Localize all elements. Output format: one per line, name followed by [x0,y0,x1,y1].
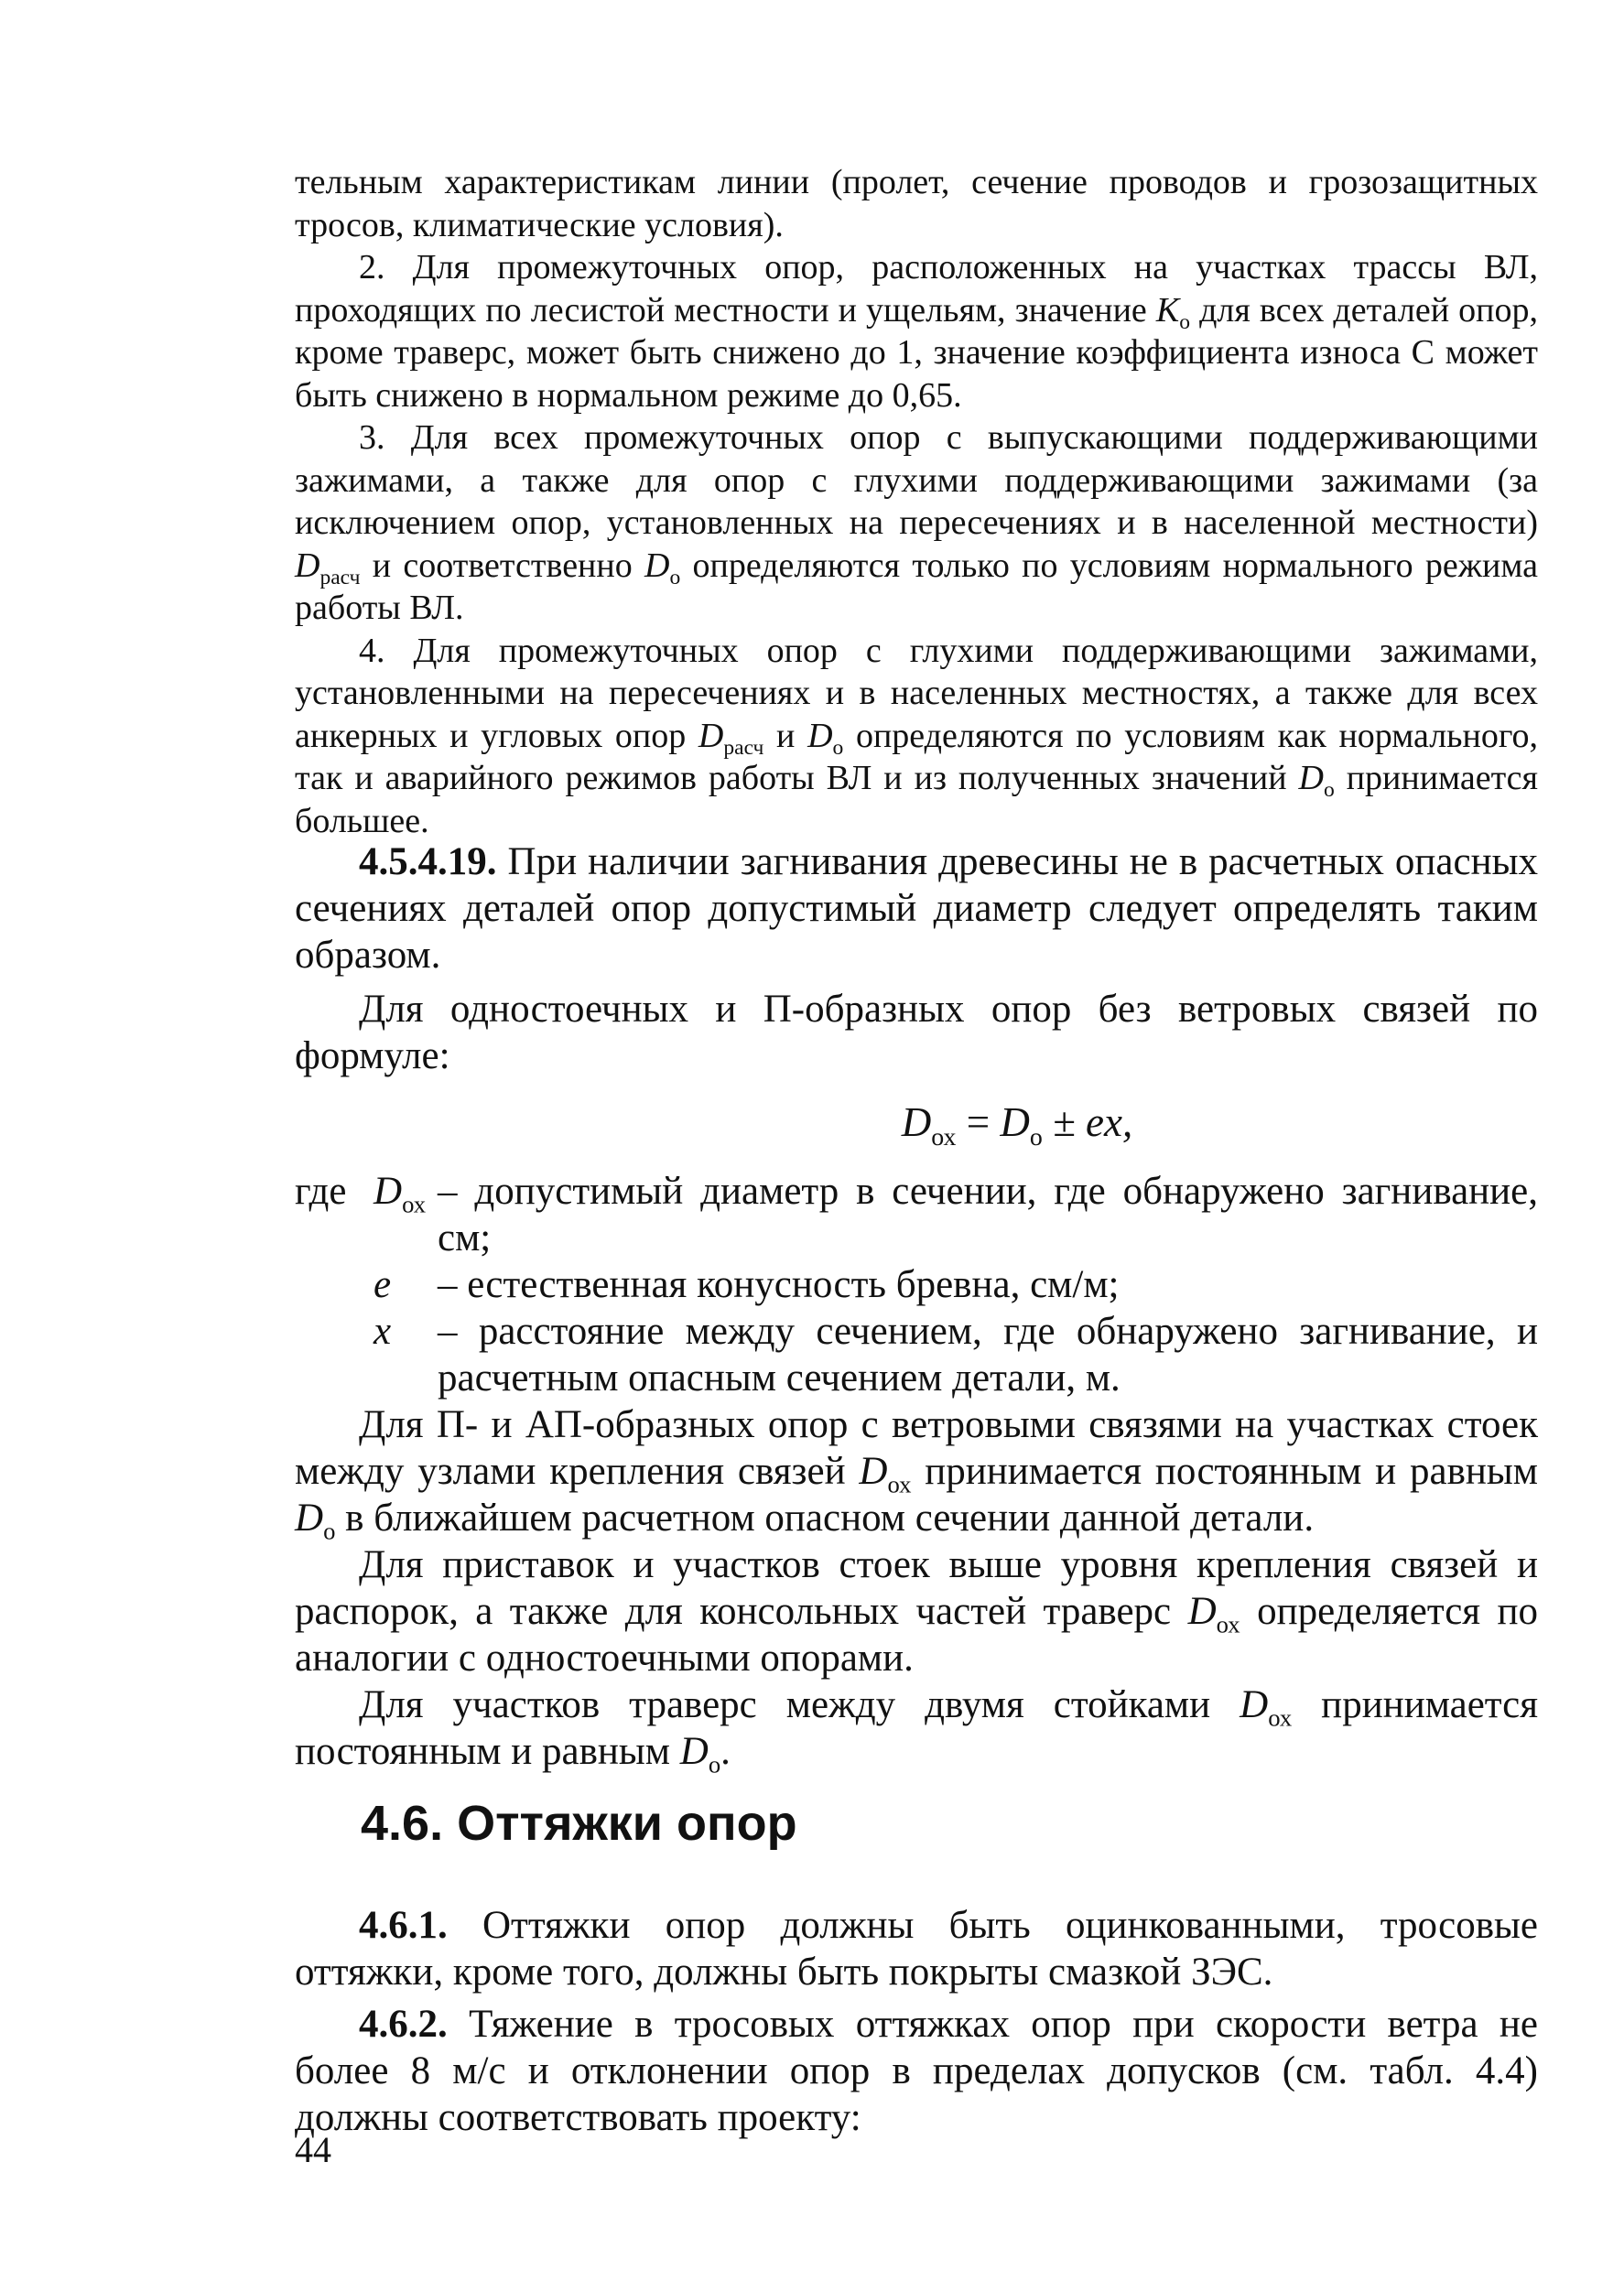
main-text-block [295,838,1539,1778]
clause-4-5-4-19: 4.5.4.19. При наличии загнивания древесины не в расчетных опасных сечениях деталей опор допустимый диаметр следует определять таким образом. [295,840,1538,977]
page-number: 44 [295,2129,331,2170]
section-4-6-block [295,1902,1538,2141]
item-4-paragraph: 4. Для промежуточных опор с глухими поддерживающими зажимами, установленными на пересечениях и в населенных местностях, а также для всех анкерных и угловых опор $D_{расч}$ и $D_о$ определяются по условиям как нормального, так и аварийного режимов работы ВЛ и из полученных значений $D_о$ принимается большее. [295,631,1538,840]
single-post-paragraph: Для одностоечных и П-образных опор без ветровых связей по формуле: [295,988,1538,1077]
where-item-2: e – естественная конусность бревна, см/м; [374,1263,1120,1306]
ap-shaped-paragraph: Для П- и АП-образных опор с ветровыми связями на участках стоек между узлами крепления связей $D_{ох}$ принимается постоянным и равным $D_о$ в ближайшем расчетном опасном сечении данной детали. [295,1403,1538,1545]
item-2-paragraph: 2. Для промежуточных опор, расположенных на участках трассы ВЛ, проходящих по лесистой местности и ущельям, значение $K_о$ для всех деталей опор, кроме траверс, может быть снижено до 1, значение коэффициента износа С может быть снижено в нормальном режиме до 0,65. [295,248,1538,415]
formula: $D_{ох} = D_о$ ± ex, [901,1099,1133,1151]
clause-4-6-1: 4.6.1. Оттяжки опор должны быть оцинкованными, тросовые оттяжки, кроме того, должны быть покрыты смазкой ЗЭС. [295,1904,1538,1994]
where-item-1: где $D_{ох}$ – допустимый диаметр в сечении, где обнаружено загнивание, см; [295,1170,1539,1259]
where-item-3: x – расстояние между сечением, где обнаружено загнивание, и расчетным опасным сечением детали, м. [374,1310,1538,1400]
clause-4-6-2: 4.6.2. Тяжение в тросовых оттяжках опор при скорости ветра не более 8 м/с и отклонении опор в пределах допусков (см. табл. 4.4) должны соответствовать проекту: [295,2003,1538,2139]
section-title: 4.6. Оттяжки опор [361,1796,797,1851]
where-block [295,1168,1538,1401]
item-3-paragraph: 3. Для всех промежуточных опор с выпускающими поддерживающими зажимами, а также для опор с глухими поддерживающими зажимами (за исключением опор, установленных на пересечениях и в населенной местности) $D_{расч}$ и соответственно $D_о$ определяются только по условиям нормального режима работы ВЛ. [295,418,1538,627]
attachments-paragraph: Для приставок и участков стоек выше уровня крепления связей и распорок, а также для консольных частей траверс $D_{ох}$ определяется по аналогии с одностоечными опорами. [295,1543,1539,1680]
traverse-paragraph: Для участков траверс между двумя стойками $D_{ох}$ принимается постоянным и равным $D_о$. [295,1683,1538,1778]
continuation-paragraph: тельным характеристикам линии (пролет, сечение проводов и грозозащитных тросов, климатические условия). [295,163,1538,244]
upper-text-block [295,161,1538,842]
